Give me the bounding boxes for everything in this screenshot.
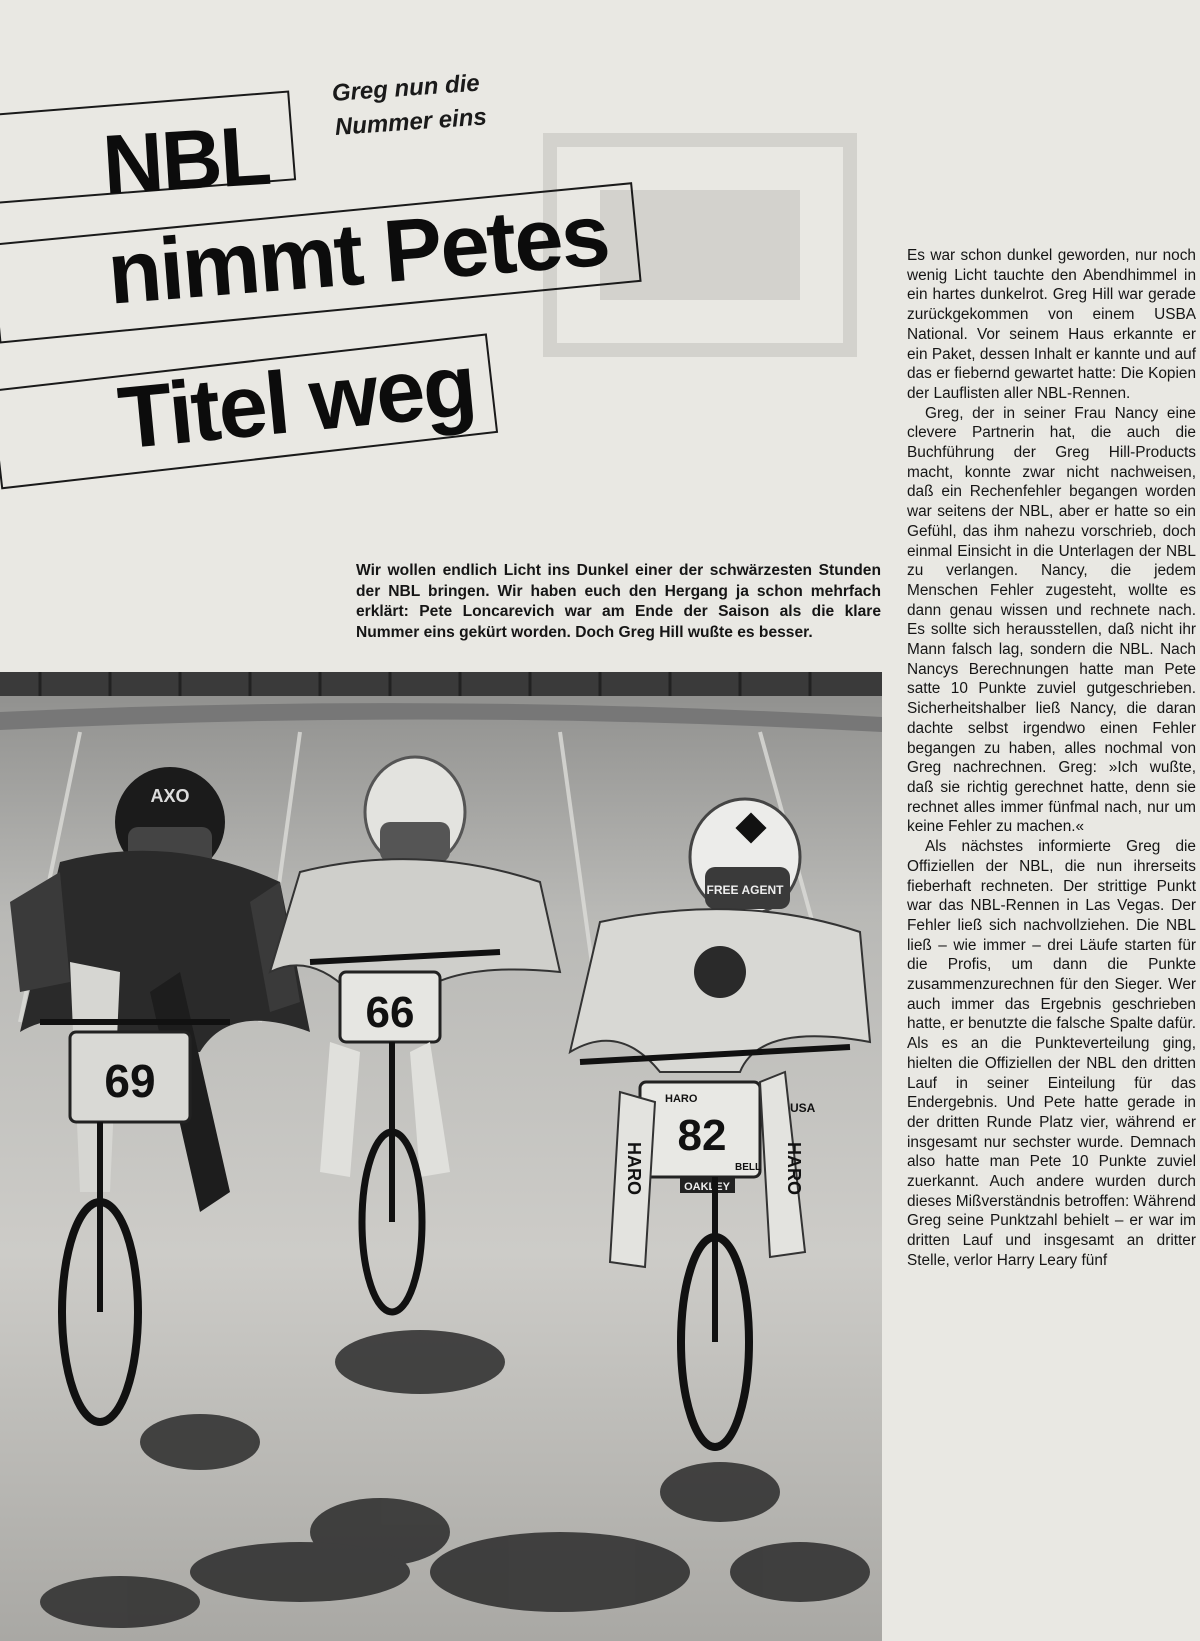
headline-line-2: nimmt Petes [104,184,612,323]
svg-text:AXO: AXO [150,786,190,806]
intro-paragraph: Wir wollen endlich Licht ins Dunkel einer der schwärzesten Stunden der NBL bringen. Wir haben euch den Hergang ja schon mehrfach erklärt: Pete Loncarevich war am Ende der Saison als die klare Nummer eins gekürt worden. Doch Greg Hill wußte es besser. [356,562,881,642]
bmx-race-photo [0,672,882,1641]
number-plate-66: 66 [365,988,415,1037]
svg-text:FREE AGENT: FREE AGENT [706,883,784,897]
number-plate-82: 82 [677,1111,727,1160]
svg-text:BELL: BELL [735,1162,762,1173]
svg-text:USA: USA [790,1101,816,1115]
headline-line-1: NBL [100,107,273,212]
svg-text:HARO: HARO [665,1093,698,1105]
headline-kicker-line-1: Greg nun die [331,69,481,107]
number-plate-69: 69 [104,1055,156,1107]
headline-kicker-line-2: Nummer eins [334,103,488,141]
svg-text:OAKLEY: OAKLEY [684,1181,730,1193]
body-paragraph-1: Es war schon dunkel geworden, nur noch wenig Licht tauchte den Abendhimmel in ein hartes dunkelrot. Greg Hill war gerade zurückgekommen von einem USBA National. Vor seinem Haus erkannte er ein Paket, dessen Inhalt er kannte und auf das er fiebernd gewartet hatte: Die Kopien der Lauflisten aller NBL-Rennen. [907,247,1196,402]
svg-text:HARO: HARO [784,1142,804,1195]
svg-text:HARO: HARO [624,1142,644,1195]
body-text-column [907,246,1196,1271]
body-paragraph-3: Als nächstes informierte Greg die Offiziellen der NBL, die nun ihrerseits fieberhaft rechneten. Der strittige Punkt war das NBL-Rennen in Las Vegas. Der Fehler ließ sich nachvollziehen. Die NBL ließ – wie immer – drei Läufe starten für die Profis, um dann die Punkte zusammenzurechnen für den Sieger. Wer auch immer das Ergebnis geschrieben hatte, er benutzte die falsche Spalte dafür. Als es an die Punkteverteilung ging, hielten die Offiziellen der NBL den dritten Lauf in seiner Einteilung für das Endergebnis. Und Pete hatte gerade in der dritten Runde Platz vier, während er insgesamt nur sechster wurde. Demnach also hatte man Pete 10 Punkte zuviel zuerkannt. Auch andere wurden durch dieses Mißverständnis betroffen: Während Greg seine Punktzahl behielt – er war im dritten Lauf und insgesamt an dritter Stelle, verlor Harry Leary fünf [907,838,1196,1269]
headline-line-3: Titel weg [114,334,479,468]
body-paragraph-2: Greg, der in seiner Frau Nancy eine clevere Partnerin hat, die auch die Buchführung der Greg Hill-Products macht, konnte zwar nicht nachweisen, daß ein Rechenfehler begangen worden war seitens der NBL, aber er hatte so ein Gefühl, das ihm nahezu vorschrieb, doch einmal Einsicht in die Unterlagen der NBL zu verlangen. Nancy, die jedem Menschen Fehler zugesteht, wollte es dann genau wissen und rechnete nach. Es sollte sich herausstellen, daß nicht ihr Mann falsch lag, sondern die NBL. Nach Nancys Berechnungen hatte man Pete satte 10 Punkte zuviel gutgeschrieben. Sicherheitshalber ließ Nancy, die daran dachte selbst irgendwo einen Fehler begangen zu haben, alles nochmal von Greg nachrechnen. Greg: »Ich wußte, daß sie richtig gerechnet hatte, denn sie rechnet alles immer fünfmal nach, nur um keine Fehler zu machen.« [907,404,1196,836]
